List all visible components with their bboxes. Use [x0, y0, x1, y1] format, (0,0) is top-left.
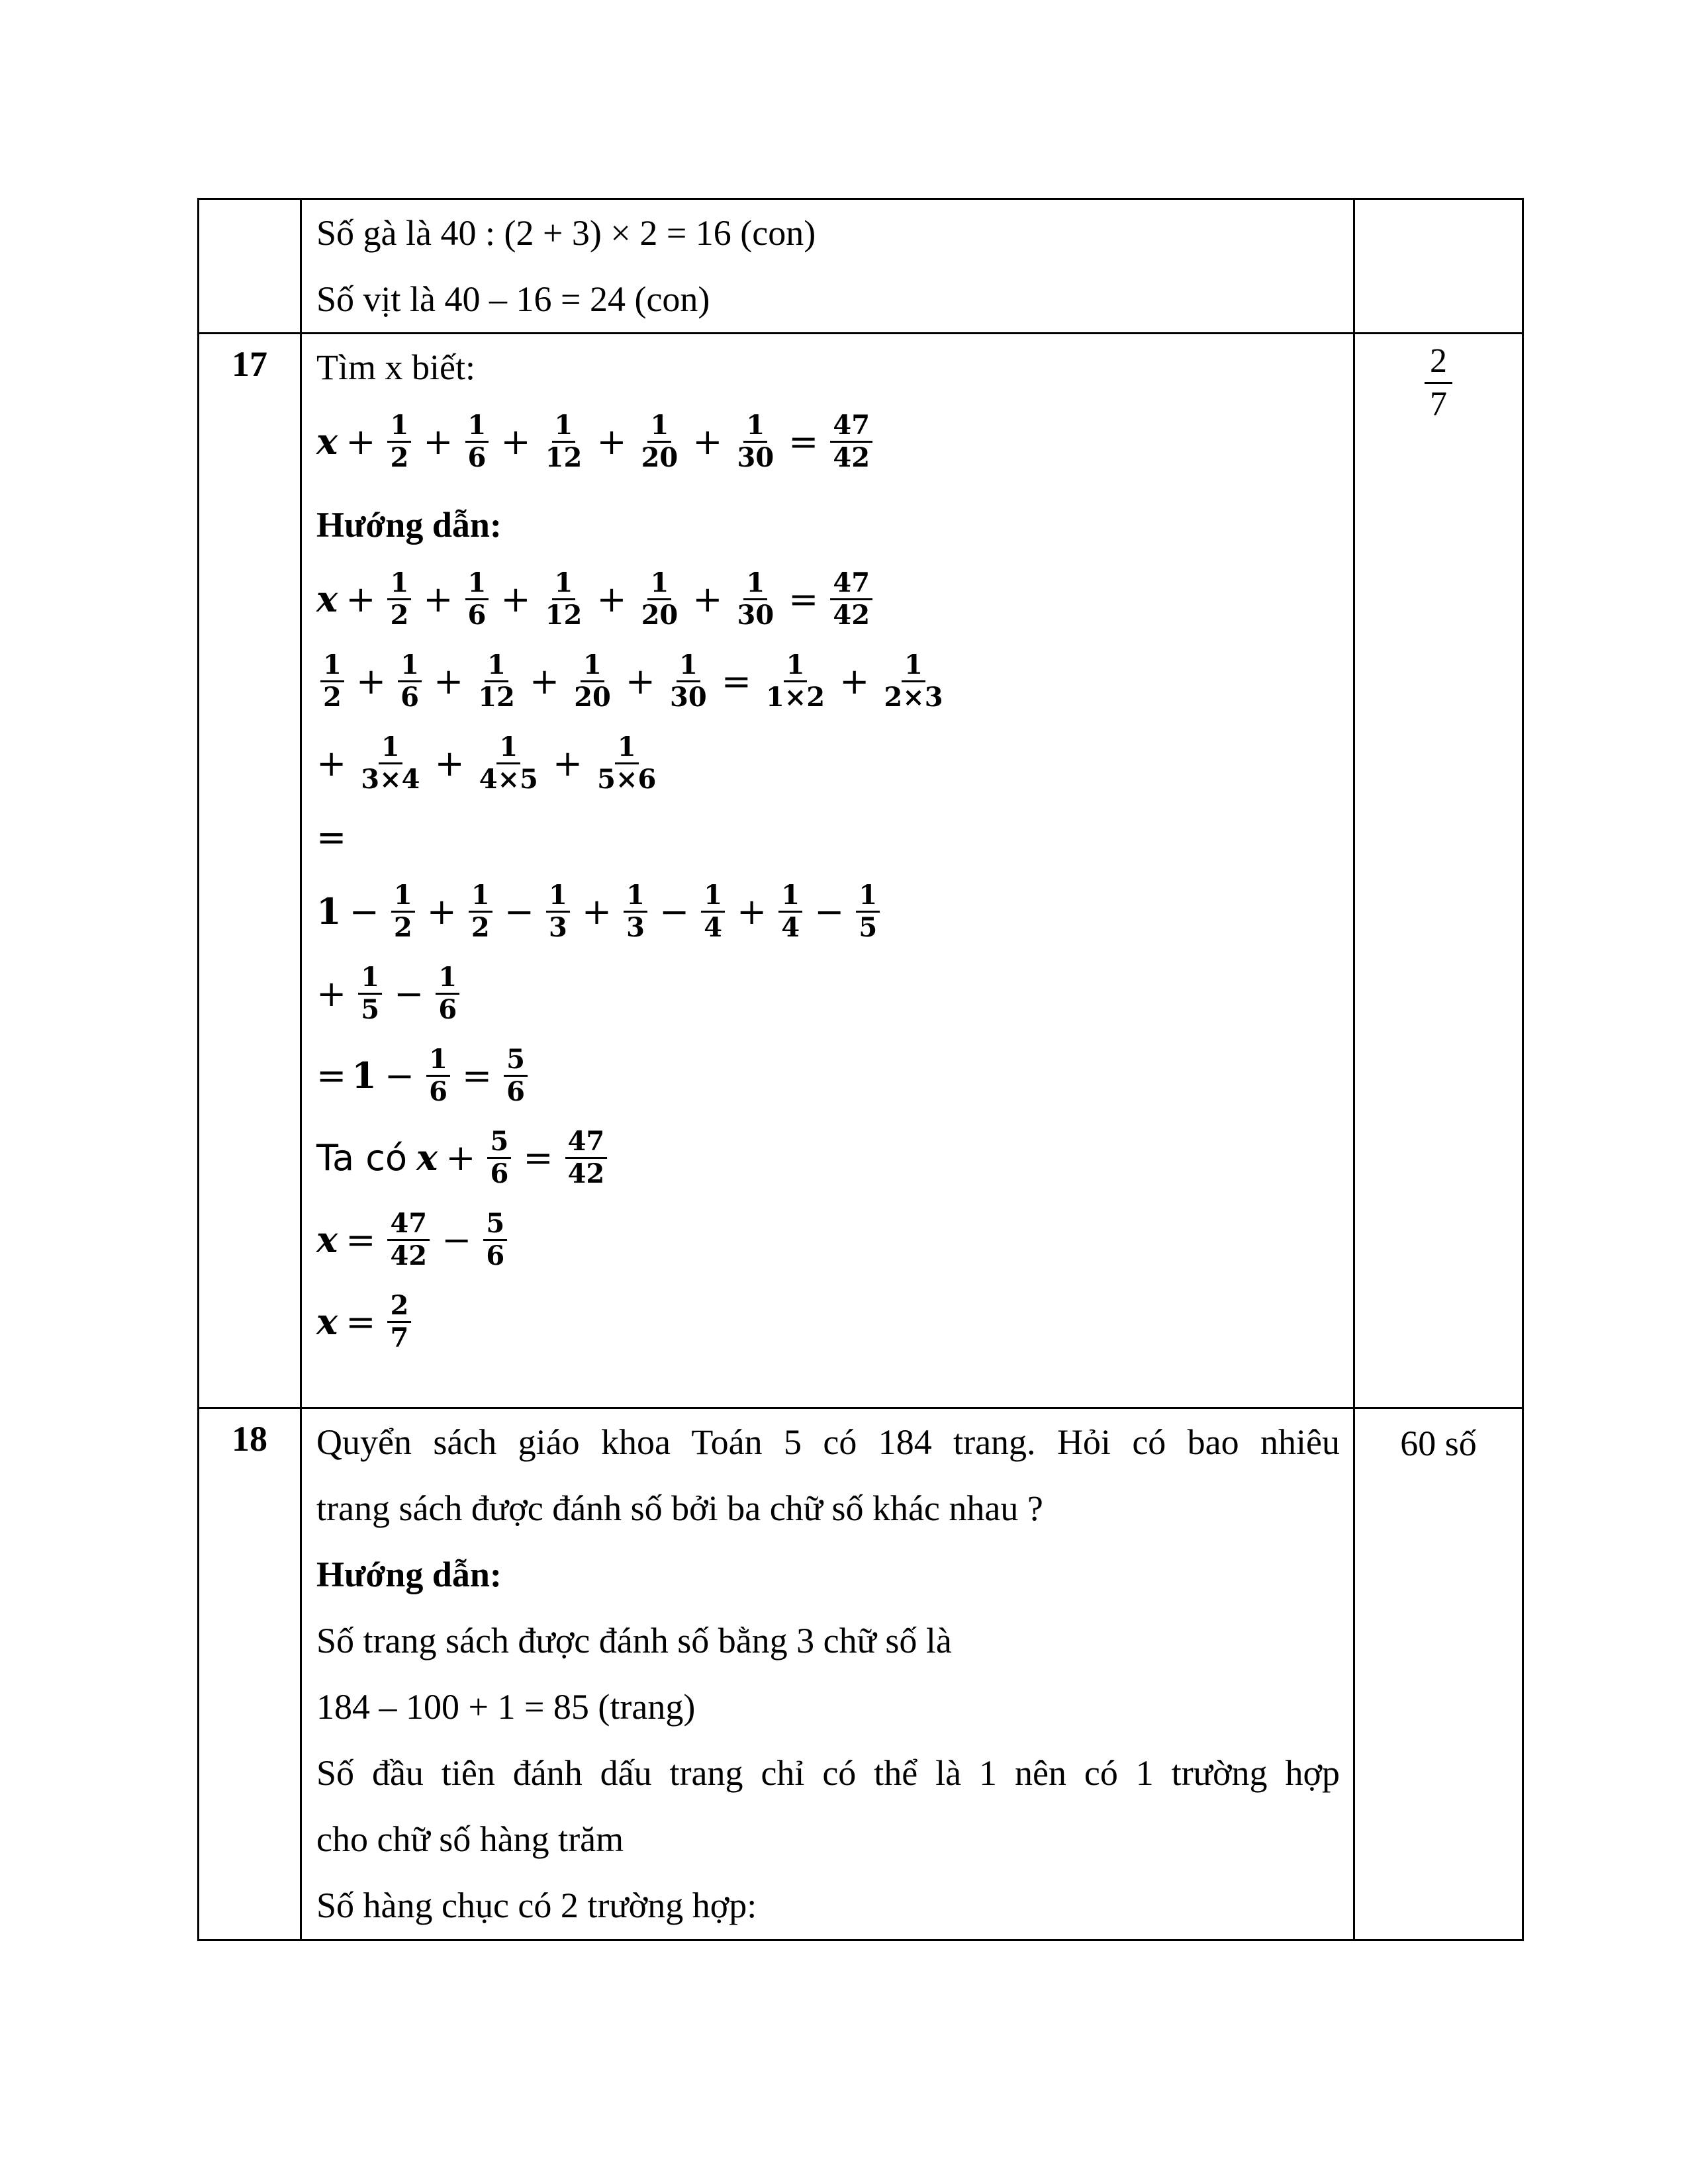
- text-line: 184 – 100 + 1 = 85 (trang): [316, 1687, 696, 1727]
- table-row: [199, 199, 1523, 334]
- prompt: Tìm x biết:: [316, 347, 475, 387]
- content-cell: [301, 334, 1354, 1408]
- row-number: 17: [232, 344, 267, 384]
- row-number: 18: [232, 1419, 267, 1459]
- text-line: Số đầu tiên đánh dấu trang chỉ có thể là 1 nên có 1 trường hợp: [316, 1753, 1340, 1793]
- equation-step: 1 2 + $\frac{1}{6}$ + $\frac{1}{12}$ + $\frac{1}{20}$ + $\frac{1}{30}$ = $\frac{1}{1\times 2}$ + $\frac{1}{2\times 3}$: [316, 640, 1340, 722]
- equation-step: = 1 − $\frac{1}{6}$ = $\frac{5}{6}$: [316, 1034, 1340, 1116]
- equation-step: + $\frac{1}{3\times 4}$ + $\frac{1}{4\times 5}$ + $\frac{1}{5\times 6}$: [316, 731, 657, 795]
- content-cell: [301, 1408, 1354, 1940]
- answer-cell: [1354, 334, 1523, 1408]
- table-row: [199, 334, 1523, 1408]
- equals-sign: =: [316, 816, 347, 858]
- question-line: Quyển sách giáo khoa Toán 5 có 184 trang. Hỏi có bao nhiêu: [316, 1422, 1340, 1462]
- equation-result: x = $\frac{2}{7}$: [316, 1281, 1340, 1363]
- text-line: Số hàng chục có 2 trường hợp:: [316, 1886, 757, 1925]
- equation-step: Ta có x + $\frac{5}{6}$ = $\frac{47}{42}$: [316, 1116, 1340, 1199]
- equation-problem: x + $\frac{1}{2}$ + $\frac{1}{6}$ + $\frac{1}{12}$ + $\frac{1}{20}$ + $\frac{1}{30}$ = $\frac{47}{42}$: [316, 400, 1340, 482]
- row-number-cell: [199, 199, 301, 334]
- text-line: Số vịt là 40 – 16 = 24 (con): [316, 279, 710, 319]
- text-line: Số trang sách được đánh số bằng 3 chữ số là: [316, 1621, 952, 1661]
- content-cell: [301, 199, 1354, 334]
- question-line: trang sách được đánh số bởi ba chữ số khác nhau ?: [316, 1488, 1043, 1528]
- table-row: [199, 1408, 1523, 1940]
- equation-step: + $\frac{1}{5}$ − $\frac{1}{6}$: [316, 952, 1340, 1034]
- row-number-cell: [199, 334, 301, 1408]
- guide-label: Hướng dẫn:: [316, 505, 502, 545]
- equation-step: x = $\frac{47}{42}$ − $\frac{5}{6}$: [316, 1199, 1340, 1281]
- guide-label: Hướng dẫn:: [316, 1555, 502, 1594]
- solution-table: [197, 198, 1524, 1941]
- answer-fraction: $\frac{2}{7}$: [1425, 341, 1452, 425]
- answer-cell: [1354, 1408, 1523, 1940]
- text-line: cho chữ số hàng trăm: [316, 1819, 624, 1859]
- equation-step: 1 − $\frac{1}{2}$ + $\frac{1}{2}$ − $\frac{1}{3}$ + $\frac{1}{3}$ − $\frac{1}{4}$ + $\frac{1}{4}$ − $\frac{1}{5}$: [316, 870, 1340, 952]
- row-number-cell: [199, 1408, 301, 1940]
- text-line: Số gà là 40 : (2 + 3) × 2 = 16 (con): [316, 213, 816, 253]
- equation-step: x + $\frac{1}{2}$ + $\frac{1}{6}$ + $\frac{1}{12}$ + $\frac{1}{20}$ + $\frac{1}{30}$ = $\frac{47}{42}$: [316, 558, 1340, 640]
- answer-text: 60 số: [1400, 1424, 1477, 1463]
- answer-cell: [1354, 199, 1523, 334]
